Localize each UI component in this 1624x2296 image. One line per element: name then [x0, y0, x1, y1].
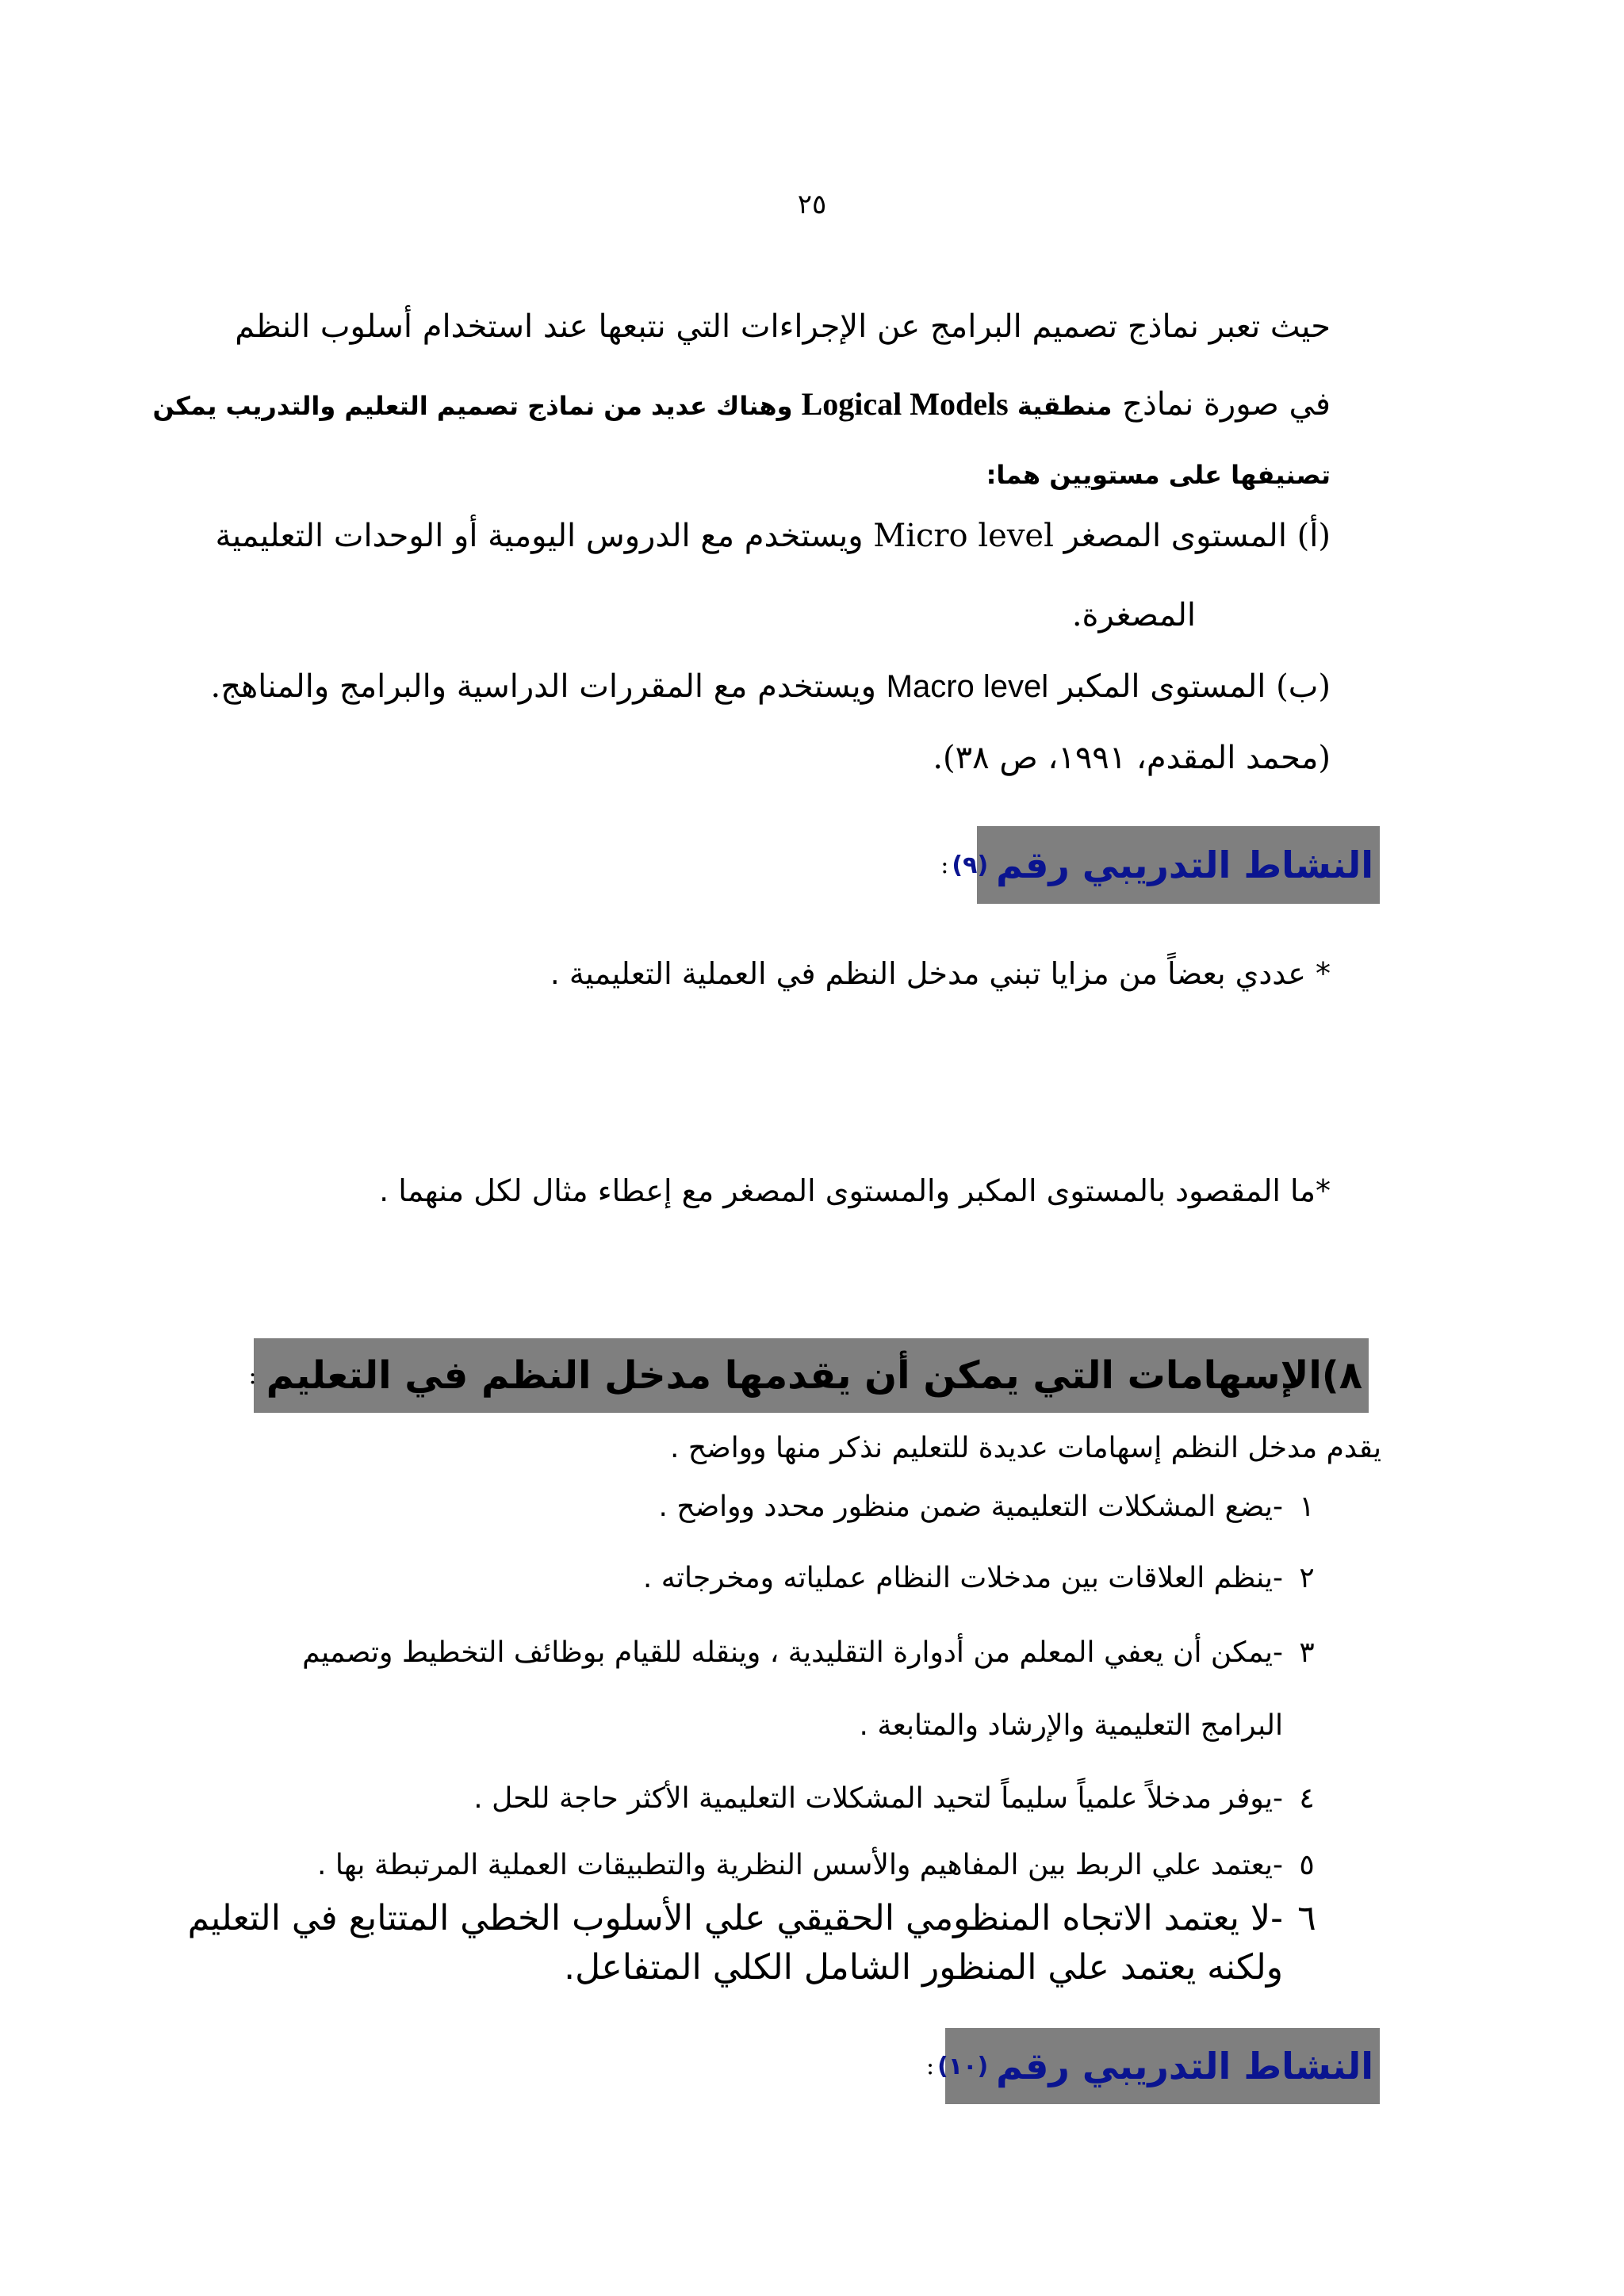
intro-line-1: حيث تعبر نماذج تصميم البرامج عن الإجراءات التي نتبعها عند استخدام أسلوب النظم	[235, 308, 1331, 345]
activity-10-colon: :	[925, 2052, 935, 2080]
intro-line-2-c: وهناك عديد من نماذج تصميم التعليم والتدريب يمكن	[152, 391, 802, 421]
section-8-banner	[248, 1338, 1369, 1413]
macro-level-term: Macro level	[886, 669, 1049, 704]
activity-9-number: (٩)	[952, 851, 989, 879]
list-item-number: ١	[1299, 1490, 1315, 1523]
intro-line-2	[153, 385, 1331, 423]
intro-line-3: تصنيفها على مستويين هما:	[986, 460, 1331, 490]
list-item-number: ٢	[1299, 1562, 1315, 1594]
activity-9-colon: :	[940, 851, 949, 879]
list-item-number: ٥	[1299, 1849, 1315, 1881]
list-item-1	[658, 1490, 1331, 1523]
list-item-4	[473, 1782, 1331, 1815]
level-a-marker: (أ)	[1297, 518, 1331, 554]
list-item-text: -يضع المشكلات التعليمية ضمن منظور محدد وواضح .	[658, 1490, 1283, 1523]
section-8-colon: :	[248, 1361, 257, 1390]
level-b-text-1: المستوى المكبر	[1048, 668, 1277, 705]
list-item-number: ٤	[1299, 1782, 1315, 1815]
page-number: ٢٥	[797, 189, 827, 220]
list-item-3	[302, 1636, 1331, 1669]
question-2: *ما المقصود بالمستوى المكبر والمستوى المصغر مع إعطاء مثال لكل منهما .	[379, 1173, 1331, 1208]
citation: (محمد المقدم، ١٩٩١، ص ٣٨).	[933, 740, 1331, 776]
level-b-line	[211, 668, 1331, 706]
level-b-text-2: ويستخدم مع المقررات الدراسية والبرامج والمناهج.	[210, 668, 887, 705]
section-8-intro: يقدم مدخل النظم إسهامات عديدة للتعليم نذكر منها وواضح .	[670, 1432, 1381, 1464]
level-b-marker: (ب)	[1276, 668, 1331, 705]
activity-9-title: النشاط التدريبي رقم	[996, 844, 1373, 886]
section-8-number: ٨)	[1321, 1353, 1362, 1398]
level-a-continuation: المصغرة.	[1071, 597, 1196, 633]
activity-10-banner	[925, 2028, 1380, 2104]
list-item-5	[317, 1849, 1331, 1881]
list-item-6-continuation: ولكنه يعتمد علي المنظور الشامل الكلي المتفاعل.	[564, 1947, 1283, 1988]
activity-10-number: (١٠)	[937, 2052, 989, 2080]
list-item-number: ٦	[1297, 1898, 1316, 1938]
logical-models-term: Logical Models	[801, 386, 1009, 422]
activity-9-banner	[940, 826, 1380, 904]
section-8-title: الإسهامات التي يمكن أن يقدمها مدخل النظم في التعليم	[266, 1353, 1322, 1398]
list-item-text: -لا يعتمد الاتجاه المنظومي الحقيقي علي الأسلوب الخطي المتتابع في التعليم	[187, 1898, 1283, 1938]
question-1: * عددي بعضاً من مزايا تبني مدخل النظم في العملية التعليمية .	[550, 956, 1331, 991]
list-item-text: -يعتمد علي الربط بين المفاهيم والأسس النظرية والتطبيقات العملية المرتبطة بها .	[316, 1849, 1283, 1881]
list-item-text: -يمكن أن يعفي المعلم من أدوارة التقليدية ، وينقله للقيام بوظائف التخطيط وتصميم	[302, 1636, 1283, 1669]
list-item-2	[643, 1562, 1331, 1594]
list-item-text: -ينظم العلاقات بين مدخلات النظام عملياته ومخرجاته .	[642, 1562, 1283, 1594]
intro-line-2-a: في صورة نماذج	[1112, 386, 1331, 423]
micro-level-term: Micro level	[873, 518, 1054, 554]
level-a-text-2: ويستخدم مع الدروس اليومية أو الوحدات التعليمية	[215, 518, 874, 554]
level-a-text-1: المستوى المصغر	[1053, 518, 1297, 554]
list-item-6	[188, 1898, 1331, 1938]
list-item-text: -يوفر مدخلاً علمياً سليماً لتحيد المشكلات التعليمية الأكثر حاجة للحل .	[473, 1782, 1283, 1815]
intro-line-2-b: منطقية	[1008, 391, 1113, 421]
activity-10-title: النشاط التدريبي رقم	[996, 2045, 1373, 2087]
level-a-line	[216, 517, 1331, 555]
list-item-number: ٣	[1299, 1636, 1315, 1669]
list-item-3-continuation: البرامج التعليمية والإرشاد والمتابعة .	[859, 1709, 1283, 1742]
